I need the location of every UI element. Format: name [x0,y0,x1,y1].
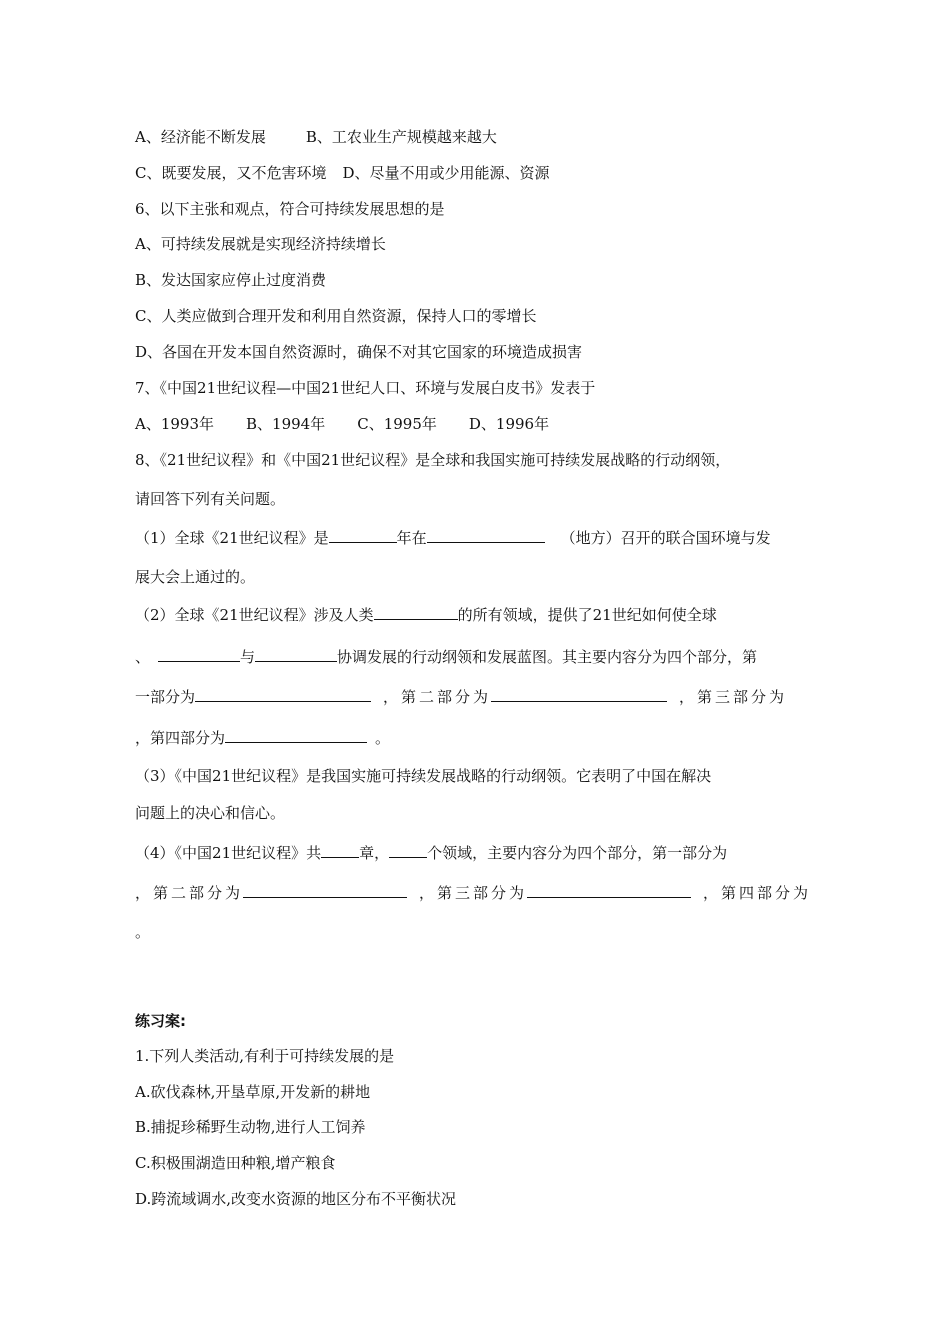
q8-part1-text: （地方）召开的联合国环境与发 [560,529,771,547]
q8-part2-text: 。 [375,729,391,747]
fill-blank-year[interactable] [329,527,397,543]
q8-stem-line-1: 8、《21世纪议程》和《中国21世纪议程》是全球和我国实施可持续发展战略的行动纲领， [135,451,731,469]
practice-q1-option-b: B.捕捉珍稀野生动物,进行人工饲养 [135,1118,366,1136]
q8-part3-line-2: 问题上的决心和信心。 [135,804,286,822]
q5-option-d: D、尽量不用或少用能源、资源 [342,164,550,182]
fill-blank-activity[interactable] [374,604,458,620]
q8-part2-text: 一部分为 [135,688,196,706]
q5-option-c: C、既要发展，又不危害环境 [135,164,327,182]
q7-options [135,414,815,436]
q5-option-a: A、经济能不断发展 [135,128,266,146]
q8-part2-text: 与 [240,648,256,666]
q8-part2-text: ，第二部分为 [383,688,492,706]
q5-option-b: B、工农业生产规模越来越大 [305,128,497,146]
q8-part2-text: 的所有领域，提供了21世纪如何使全球 [457,606,717,624]
q8-part4-line-3: 。 [135,923,151,941]
q7-option-b: B、1994年 [246,415,326,433]
q7-option-a: A、1993年 [135,415,215,433]
q8-part2-text: 、 [135,648,151,666]
q8-stem-line-2: 请回答下列有关问题。 [135,490,286,508]
q6-option-c: C、人类应做到合理开发和利用自然资源，保持人口的零增长 [135,307,537,325]
q8-part2-text: 协调发展的行动纲领和发展蓝图。其主要内容分为四个部分，第 [337,648,758,666]
q8-part4-text: ，第二部分为 [135,884,244,902]
practice-q1-stem: 1.下列人类活动,有利于可持续发展的是 [135,1047,395,1065]
fill-blank-china-part-2[interactable] [243,882,407,898]
q5-options-row-1 [135,127,815,149]
q8-part1-line-2: 展大会上通过的。 [135,568,256,586]
fill-blank-aspect-1[interactable] [158,646,240,662]
practice-q1-option-c: C.积极围湖造田种粮,增产粮食 [135,1154,336,1172]
practice-q1-option-d: D.跨流域调水,改变水资源的地区分布不平衡状况 [135,1190,457,1208]
fill-blank-part-1[interactable] [195,686,371,702]
practice-heading: 练习案: [135,1012,186,1030]
fill-blank-place[interactable] [427,527,545,543]
q8-part4-text: ，第四部分为 [703,884,812,902]
q8-part4-text: 个领域，主要内容分为四个部分，第一部分为 [427,844,728,862]
q8-part2-line-3 [135,686,815,708]
q5-options-row-2 [135,163,815,185]
q6-option-a: A、可持续发展就是实现经济持续增长 [135,235,386,253]
practice-q1-option-a: A.砍伐森林,开垦草原,开发新的耕地 [135,1083,371,1101]
q8-part2-line-2 [135,646,815,668]
fill-blank-aspect-2[interactable] [255,646,337,662]
q8-part4-line-1 [135,842,815,864]
q8-part1-text: 年在 [396,529,427,547]
fill-blank-chapters[interactable] [321,842,359,858]
q8-part1-line-1 [135,527,815,549]
q8-part4-line-2 [135,882,815,904]
q8-part3-line-1: （3）《中国21世纪议程》是我国实施可持续发展战略的行动纲领。它表明了中国在解决 [135,767,712,785]
q8-part2-text: ，第三部分为 [679,688,788,706]
q8-part2-text: （2）全球《21世纪议程》涉及人类 [135,606,374,624]
q8-part2-line-4 [135,727,815,749]
q8-part4-text: 章， [359,844,390,862]
q8-part2-line-1 [135,604,815,626]
fill-blank-part-4[interactable] [225,727,367,743]
q7-option-d: D、1996年 [468,415,550,433]
q8-part2-text: ，第四部分为 [135,729,226,747]
fill-blank-fields[interactable] [389,842,427,858]
q7-option-c: C、1995年 [357,415,437,433]
q6-option-b: B、发达国家应停止过度消费 [135,271,327,289]
q7-stem: 7、《中国21世纪议程—中国21世纪人口、环境与发展白皮书》发表于 [135,379,596,397]
q6-stem: 6、以下主张和观点，符合可持续发展思想的是 [135,200,445,218]
fill-blank-china-part-3[interactable] [527,882,691,898]
q8-part1-text: （1）全球《21世纪议程》是 [135,529,329,547]
q8-part4-text: （4）《中国21世纪议程》共 [135,844,322,862]
fill-blank-part-2[interactable] [491,686,667,702]
q8-part4-text: ，第三部分为 [419,884,528,902]
q6-option-d: D、各国在开发本国自然资源时，确保不对其它国家的环境造成损害 [135,343,583,361]
